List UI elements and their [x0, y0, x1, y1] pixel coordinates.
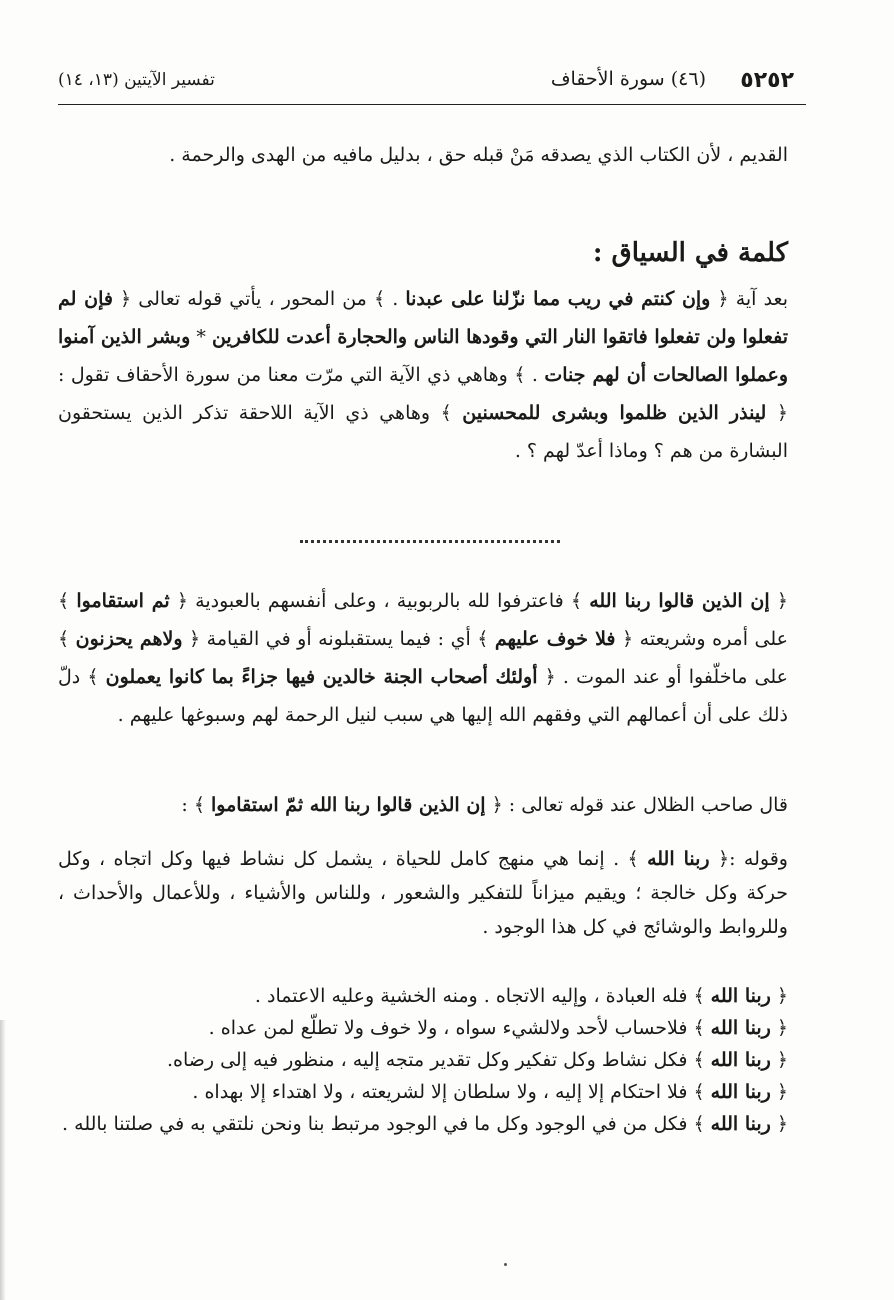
- quote-intro: قال صاحب الظلال عند قوله تعالى : ﴿ إن الذين قالوا ربنا الله ثمّ استقاموا ﴾ :: [181, 794, 788, 816]
- list-item: ﴿ ربنا الله ﴾ فله العبادة ، وإليه الاتجاه . ومنه الخشية وعليه الاعتماد .: [254, 985, 788, 1007]
- intro-block: [58, 136, 788, 174]
- running-header: [58, 60, 794, 102]
- exegesis-paragraph: ﴿ إن الذين قالوا ربنا الله ﴾ فاعترفوا لله بالربوبية ، وعلى أنفسهم بالعبودية ﴿ ثم استقاموا ﴾ على أمره وشريعته ﴿ فلا خوف عليهم ﴾ أي : فيما يستقبلونه أو في القيامة ﴿ ولاهم يحزنون ﴾ على ماخلّفوا أو عند الموت . ﴿ أولئك أصحاب الجنة خالدين فيها جزاءً بما كانوا يعملون ﴾ دلّ ذلك على أن أعمالهم التي وفقهم الله إليها هي سبب لنيل الرحمة لهم وسبوغها عليهم .: [58, 590, 789, 726]
- context-paragraph: بعد آية ﴿ وإن كنتم في ريب مما نزّلنا على عبدنا . ﴾ من المحور ، يأتي قوله تعالى ﴿ فإن لم تفعلوا ولن تفعلوا فاتقوا النار التي وقودها الناس والحجارة أعدت للكافرين * وبشر الذين آمنوا وعملوا الصالحات أن لهم جنات . ﴾ وهاهي ذي الآية التي مرّت معنا من سورة الأحقاف تقول : ﴿ لينذر الذين ظلموا وبشرى للمحسنين ﴾ وهاهي ذي الآية اللاحقة تذكر الذين يستحقون البشارة من هم ؟ وماذا أعدّ لهم ؟ .: [58, 288, 789, 462]
- surah-title: (٤٦) سورة الأحقاف: [550, 68, 706, 90]
- quote-intro-block: [58, 786, 788, 824]
- list-item: ﴿ ربنا الله ﴾ فلا احتكام إلا إليه ، ولا سلطان إلا لشريعته ، ولا اهتداء إلا بهداه .: [192, 1081, 788, 1103]
- context-block: [58, 280, 788, 470]
- section-separator: [300, 540, 560, 543]
- page-speck: [504, 1263, 507, 1266]
- page-number: ٥٢٥٢: [740, 68, 794, 93]
- list-item: ﴿ ربنا الله ﴾ فلاحساب لأحد ولالشيء سواه ، ولا خوف ولا تطلّع لمن عداه .: [208, 1017, 788, 1039]
- scan-shadow: [0, 1020, 6, 1300]
- tafsir-verses: تفسير الآيتين (١٣، ١٤): [58, 70, 215, 90]
- list-item: ﴿ ربنا الله ﴾ فكل من في الوجود وكل ما في الوجود مرتبط بنا ونحن نلتقي به في صلتنا بالله .: [62, 1113, 788, 1135]
- list-item: ﴿ ربنا الله ﴾ فكل نشاط وكل تفكير وكل تقدير متجه إليه ، منظور فيه إلى رضاه.: [166, 1049, 788, 1071]
- exegesis-block: [58, 582, 788, 734]
- intro-line: القديم ، لأن الكتاب الذي يصدقه مَنْ قبله حق ، بدليل مافيه من الهدى والرحمة .: [169, 144, 788, 166]
- quote-body: وقوله :﴿ ربنا الله ﴾ . إنما هي منهج كامل للحياة ، يشمل كل نشاط فيها وكل اتجاه ، وكل حركة وكل خالجة ؛ ويقيم ميزاناً للتفكير والشعور ، وللناس والأشياء ، وللأعمال والأحداث ، وللروابط والوشائج في كل هذا الوجود .: [58, 848, 788, 938]
- quote-body-block: [58, 842, 788, 944]
- list-block: [58, 980, 788, 1140]
- section-heading: كلمة في السياق :: [592, 238, 788, 268]
- header-divider: [58, 104, 806, 105]
